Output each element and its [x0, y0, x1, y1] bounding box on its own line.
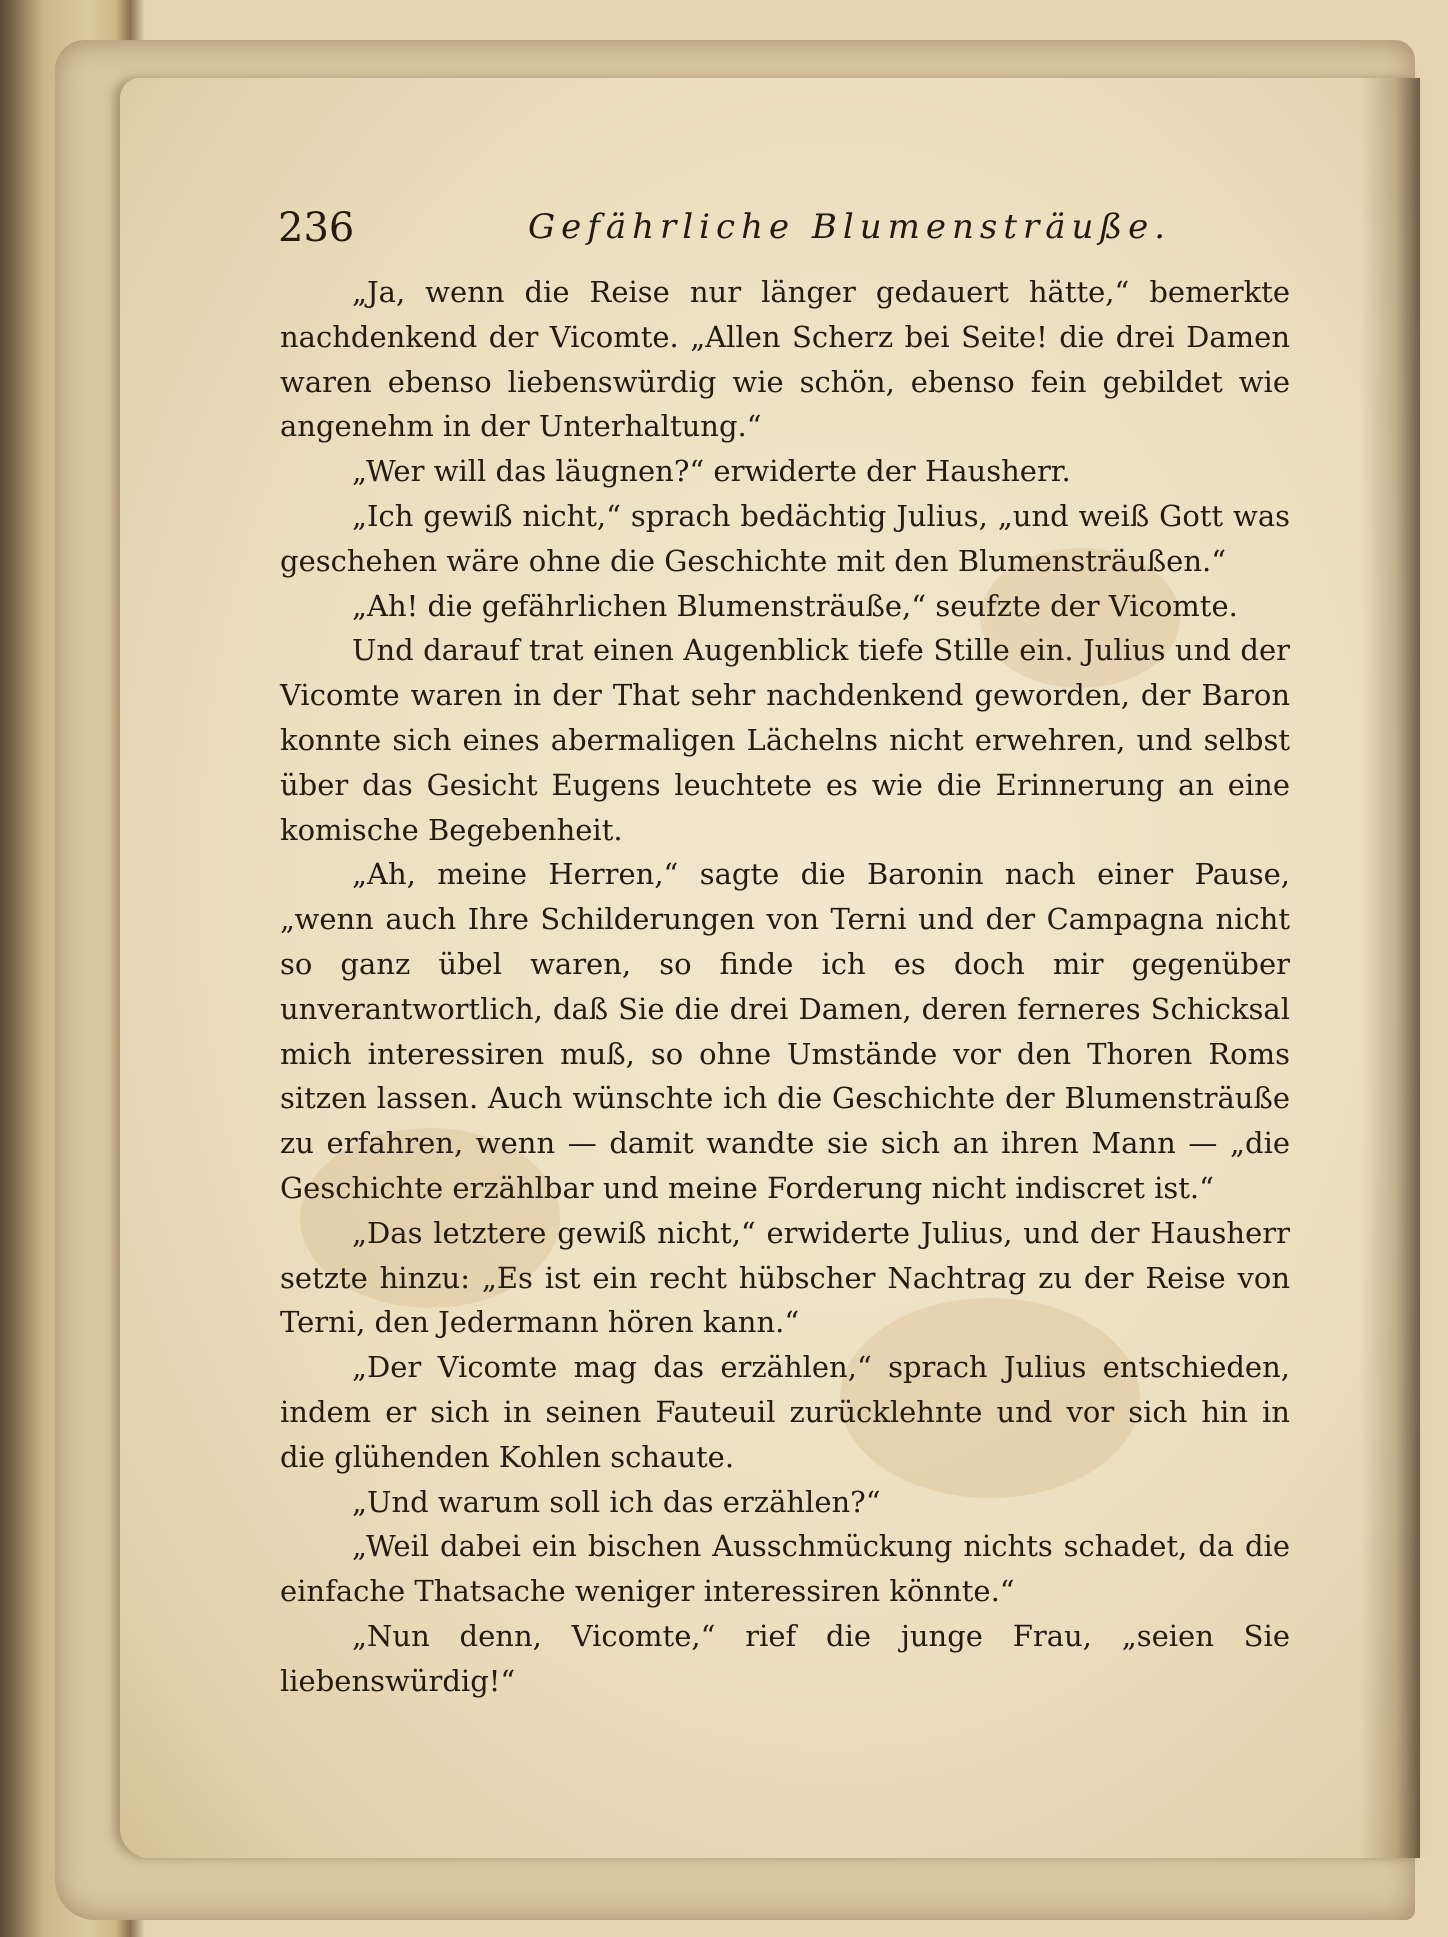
paragraph: „Wer will das läugnen?“ erwiderte der Hausherr.	[352, 454, 1071, 489]
paragraph: „Ja, wenn die Reise nur länger gedauert hätte,“ bemerkte nachdenkend der Vicomte. „Allen Scherz bei Seite! die drei Damen waren ebenso liebenswürdig wie schön, ebenso fein gebildet wie angenehm in der Unterhaltung.“	[280, 275, 1290, 444]
page-gutter	[1360, 78, 1420, 1858]
page-header	[278, 205, 1278, 255]
paragraph: Und darauf trat einen Augenblick tiefe Stille ein. Julius und der Vicomte waren in der That sehr nachdenkend geworden, der Baron konnte sich eines abermaligen Lächelns nicht erwehren, und selbst über das Gesicht Eugens leuchtete es wie die Erinnerung an eine komische Begebenheit.	[280, 633, 1290, 847]
paragraph: „Ah, meine Herren,“ sagte die Baronin nach einer Pause, „wenn auch Ihre Schilderungen von Terni und der Campagna nicht so ganz übel waren, so finde ich es doch mir gegenüber unverantwortlich, daß Sie die drei Damen, deren ferneres Schicksal mich interessiren muß, so ohne Umstände vor den Thoren Roms sitzen lassen. Auch wünschte ich die Geschichte der Blumensträuße zu erfahren, wenn — damit wandte sie sich an ihren Mann — „die Geschichte erzählbar und meine Forderung nicht indiscret ist.“	[280, 857, 1290, 1205]
body-text	[280, 270, 1290, 1704]
paragraph: „Nun denn, Vicomte,“ rief die junge Frau, „seien Sie liebenswürdig!“	[280, 1618, 1290, 1698]
page-number: 236	[278, 205, 355, 251]
running-title: Gefährliche Blumensträuße.	[528, 207, 1172, 247]
paragraph: „Ich gewiß nicht,“ sprach bedächtig Julius, „und weiß Gott was geschehen wäre ohne die Geschichte mit den Blumensträußen.“	[280, 498, 1290, 578]
paragraph: „Das letztere gewiß nicht,“ erwiderte Julius, und der Hausherr setzte hinzu: „Es ist ein recht hübscher Nachtrag zu der Reise von Terni, den Jedermann hören kann.“	[280, 1215, 1290, 1340]
paragraph: „Ah! die gefährlichen Blumensträuße,“ seufzte der Vicomte.	[352, 588, 1238, 623]
paragraph: „Der Vicomte mag das erzählen,“ sprach Julius entschieden, indem er sich in seinen Fauteuil zurücklehnte und vor sich hin in die glühenden Kohlen schaute.	[280, 1350, 1290, 1474]
paragraph: „Und warum soll ich das erzählen?“	[352, 1484, 881, 1519]
paragraph: „Weil dabei ein bischen Ausschmückung nichts schadet, da die einfache Thatsache weniger interessiren könnte.“	[280, 1529, 1290, 1609]
